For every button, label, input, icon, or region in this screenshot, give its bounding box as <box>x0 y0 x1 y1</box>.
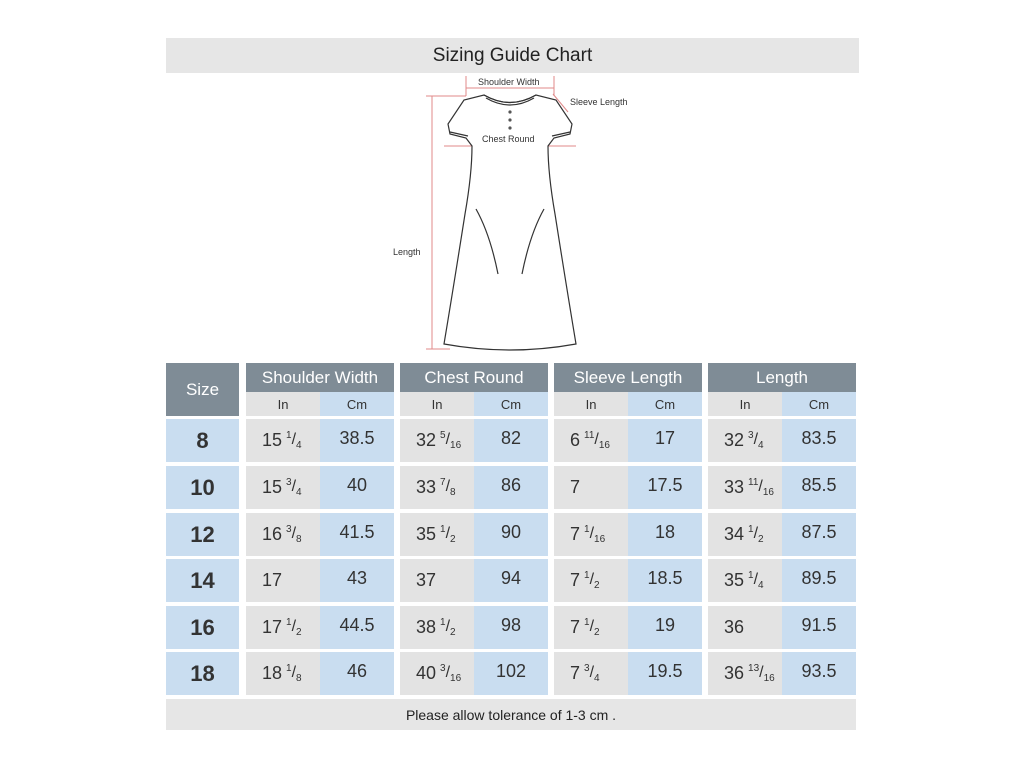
table-row <box>0 652 1024 695</box>
inch-value <box>554 513 628 556</box>
inch-whole: 16 <box>262 524 283 544</box>
cm-value: 19 <box>628 606 702 649</box>
cm-value: 17.5 <box>628 466 702 509</box>
label-chest-round: Chest Round <box>482 134 535 144</box>
inch-fraction: $^{13}/_{16}$ <box>748 663 775 684</box>
inch-fraction: $^1/_2$ <box>584 617 600 638</box>
size-value: 18 <box>166 652 239 695</box>
cm-value: 93.5 <box>782 652 856 695</box>
fraction-numerator: 1 <box>286 617 292 628</box>
inch-fraction: $^1/_4$ <box>748 570 764 591</box>
cm-value: 87.5 <box>782 513 856 556</box>
in-label: In <box>554 392 628 416</box>
cm-value: 85.5 <box>782 466 856 509</box>
inch-fraction: $^1/_2$ <box>286 617 302 638</box>
inch-value <box>400 419 474 462</box>
inch-fraction: $^7/_8$ <box>440 477 456 498</box>
fraction-denominator: 8 <box>296 673 302 684</box>
inch-fraction: $^1/_2$ <box>748 524 764 545</box>
fraction-denominator: 16 <box>450 440 462 451</box>
inch-whole: 15 <box>262 430 283 450</box>
inch-value <box>708 559 782 602</box>
inch-value <box>246 419 320 462</box>
cm-value: 18 <box>628 513 702 556</box>
inch-value <box>246 466 320 509</box>
group-title: Sleeve Length <box>554 363 702 392</box>
label-length: Length <box>393 247 421 257</box>
table-row <box>0 466 1024 509</box>
inch-value <box>246 559 320 602</box>
inch-value <box>708 466 782 509</box>
group-length <box>708 363 856 416</box>
fraction-denominator: 2 <box>594 627 600 638</box>
size-value: 8 <box>166 419 239 462</box>
cm-label: Cm <box>782 392 856 416</box>
fraction-numerator: 1 <box>584 617 590 628</box>
inch-fraction: $^1/_4$ <box>286 430 302 451</box>
cm-label: Cm <box>320 392 394 416</box>
inch-whole: 33 <box>724 477 745 497</box>
fraction-denominator: 4 <box>594 673 600 684</box>
fraction-denominator: 2 <box>296 627 302 638</box>
inch-whole: 7 <box>570 477 581 497</box>
inch-fraction: $^{11}/_{16}$ <box>748 477 774 498</box>
inch-fraction: $^1/_2$ <box>440 524 456 545</box>
inch-value <box>246 606 320 649</box>
group-title: Length <box>708 363 856 392</box>
tolerance-note: Please allow tolerance of 1-3 cm . <box>166 699 856 730</box>
inch-value <box>708 652 782 695</box>
inch-value <box>708 419 782 462</box>
cm-value: 102 <box>474 652 548 695</box>
cm-value: 46 <box>320 652 394 695</box>
size-value: 16 <box>166 606 239 649</box>
inch-value <box>400 652 474 695</box>
inch-whole: 35 <box>724 570 745 590</box>
group-title: Chest Round <box>400 363 548 392</box>
fraction-numerator: 1 <box>440 524 446 535</box>
cm-value: 18.5 <box>628 559 702 602</box>
inch-whole: 7 <box>570 570 581 590</box>
fraction-numerator: 3 <box>286 477 292 488</box>
fraction-denominator: 16 <box>598 440 610 451</box>
fraction-numerator: 3 <box>286 524 292 535</box>
fraction-denominator: 2 <box>450 627 456 638</box>
cm-value: 91.5 <box>782 606 856 649</box>
group-title: Shoulder Width <box>246 363 394 392</box>
label-sleeve-length: Sleeve Length <box>570 97 628 107</box>
cm-value: 43 <box>320 559 394 602</box>
group-chest-round <box>400 363 548 416</box>
in-label: In <box>246 392 320 416</box>
size-value: 10 <box>166 466 239 509</box>
label-shoulder-width: Shoulder Width <box>478 77 540 87</box>
cm-value: 17 <box>628 419 702 462</box>
size-value: 14 <box>166 559 239 602</box>
inch-value <box>400 466 474 509</box>
inch-whole: 34 <box>724 524 745 544</box>
fraction-numerator: 1 <box>440 617 446 628</box>
inch-value <box>708 606 782 649</box>
fraction-denominator: 2 <box>758 534 764 545</box>
inch-fraction: $^3/_4$ <box>286 477 302 498</box>
fraction-numerator: 1 <box>584 570 590 581</box>
group-shoulder-width <box>246 363 394 416</box>
cm-value: 89.5 <box>782 559 856 602</box>
table-row <box>0 513 1024 556</box>
cm-value: 94 <box>474 559 548 602</box>
fraction-denominator: 16 <box>762 487 774 498</box>
inch-fraction: $^1/_{16}$ <box>584 524 606 545</box>
inch-fraction: $^3/_8$ <box>286 524 302 545</box>
in-label: In <box>400 392 474 416</box>
fraction-numerator: 1 <box>286 430 292 441</box>
inch-whole: 7 <box>570 663 581 683</box>
cm-value: 98 <box>474 606 548 649</box>
cm-label: Cm <box>474 392 548 416</box>
cm-value: 38.5 <box>320 419 394 462</box>
cm-value: 86 <box>474 466 548 509</box>
inch-whole: 18 <box>262 663 283 683</box>
cm-value: 19.5 <box>628 652 702 695</box>
dress-diagram <box>380 74 650 364</box>
inch-value <box>554 466 628 509</box>
inch-value <box>246 652 320 695</box>
fraction-denominator: 4 <box>296 440 302 451</box>
fraction-denominator: 16 <box>450 673 462 684</box>
cm-value: 82 <box>474 419 548 462</box>
page-title: Sizing Guide Chart <box>166 38 859 73</box>
inch-whole: 32 <box>416 430 437 450</box>
table-row <box>0 419 1024 462</box>
fraction-numerator: 11 <box>584 430 595 441</box>
cm-label: Cm <box>628 392 702 416</box>
inch-value <box>554 652 628 695</box>
inch-fraction: $^3/_4$ <box>584 663 600 684</box>
inch-fraction: $^3/_4$ <box>748 430 764 451</box>
inch-fraction: $^3/_{16}$ <box>440 663 462 684</box>
inch-whole: 7 <box>570 524 581 544</box>
cm-value: 90 <box>474 513 548 556</box>
fraction-denominator: 8 <box>296 534 302 545</box>
inch-value <box>554 606 628 649</box>
inch-whole: 17 <box>262 570 283 590</box>
fraction-numerator: 13 <box>748 663 760 674</box>
inch-value <box>554 419 628 462</box>
table-row <box>0 559 1024 602</box>
fraction-numerator: 1 <box>748 570 754 581</box>
inch-whole: 32 <box>724 430 745 450</box>
inch-whole: 38 <box>416 617 437 637</box>
fraction-numerator: 3 <box>440 663 446 674</box>
inch-fraction: $^1/_2$ <box>440 617 456 638</box>
inch-value <box>400 513 474 556</box>
inch-value <box>708 513 782 556</box>
inch-fraction: $^1/_8$ <box>286 663 302 684</box>
inch-whole: 7 <box>570 617 581 637</box>
inch-whole: 33 <box>416 477 437 497</box>
size-value: 12 <box>166 513 239 556</box>
cm-value: 44.5 <box>320 606 394 649</box>
fraction-numerator: 5 <box>440 430 446 441</box>
inch-value <box>400 606 474 649</box>
inch-whole: 17 <box>262 617 283 637</box>
table-row <box>0 606 1024 649</box>
inch-whole: 15 <box>262 477 283 497</box>
fraction-denominator: 8 <box>450 487 456 498</box>
inch-whole: 37 <box>416 570 437 590</box>
fraction-numerator: 1 <box>584 524 590 535</box>
fraction-numerator: 7 <box>440 477 446 488</box>
in-label: In <box>708 392 782 416</box>
cm-value: 40 <box>320 466 394 509</box>
size-header: Size <box>166 363 239 416</box>
inch-whole: 36 <box>724 617 745 637</box>
cm-value: 83.5 <box>782 419 856 462</box>
fraction-denominator: 4 <box>296 487 302 498</box>
inch-whole: 35 <box>416 524 437 544</box>
group-sleeve-length <box>554 363 702 416</box>
inch-fraction: $^{11}/_{16}$ <box>584 430 610 451</box>
inch-value <box>554 559 628 602</box>
fraction-numerator: 1 <box>286 663 292 674</box>
inch-whole: 6 <box>570 430 581 450</box>
inch-value <box>400 559 474 602</box>
inch-whole: 40 <box>416 663 437 683</box>
inch-fraction: $^5/_{16}$ <box>440 430 462 451</box>
inch-value <box>246 513 320 556</box>
fraction-denominator: 4 <box>758 440 764 451</box>
fraction-numerator: 1 <box>748 524 754 535</box>
fraction-denominator: 2 <box>594 580 600 591</box>
cm-value: 41.5 <box>320 513 394 556</box>
inch-fraction: $^1/_2$ <box>584 570 600 591</box>
inch-whole: 36 <box>724 663 745 683</box>
fraction-denominator: 4 <box>758 580 764 591</box>
fraction-denominator: 2 <box>450 534 456 545</box>
fraction-numerator: 11 <box>748 477 759 488</box>
fraction-denominator: 16 <box>594 534 606 545</box>
fraction-numerator: 3 <box>748 430 754 441</box>
fraction-denominator: 16 <box>763 673 775 684</box>
fraction-numerator: 3 <box>584 663 590 674</box>
